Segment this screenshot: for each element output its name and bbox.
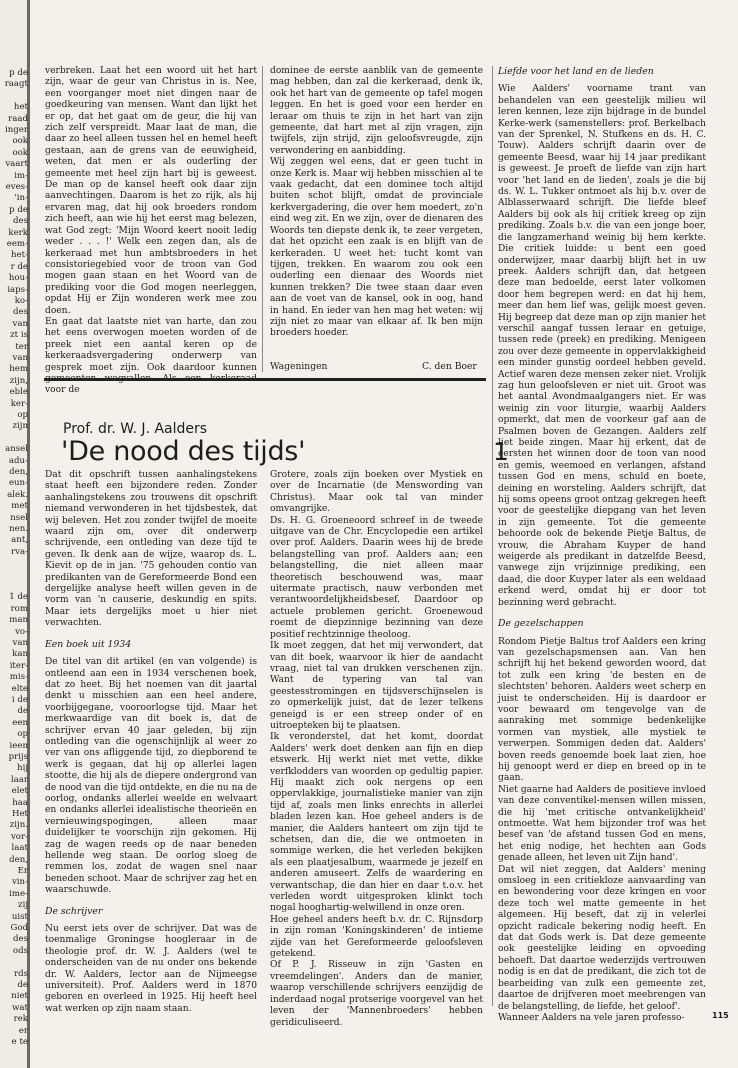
gutter-fragment: op	[17, 729, 28, 740]
right-column	[498, 66, 706, 1024]
lower-col1-para-2: De titel van dit artikel (en van volgende) is ontleend aan een in 1934 verschenen boek, dat zo heet. Bij het noemen van dit jaartal denkt u misschien aan een heel andere, voorbijgegane, vooroorlogse tijd. Maar het merkwaardige van dit boek is, dat de schrijver ervan 40 jaar geleden, bij zijn ontleding van die ogenschijnlijk al weer zo ver van ons afliggende tijd, zo diepborend te werk is gegaan, dat hij op allerlei lagen stootte, die hij als de diepere ondergrond van de nood van die tijd ontdekte, en die nu na de oorlog, ondanks allerlei weelde en welvaart en ondanks allerlei idealistische theorieën en vernieuwingspogingen, alleen maar duidelijker te voorschijn zijn gekomen. Hij zag de wagen reeds op de naar beneden hellende weg staan. De oorlog sloeg de remmen los, zodat de wagen snel naar beneden schoot. Maar de schrijver zag het en waarschuwde.	[45, 657, 257, 896]
gutter-fragment: rds	[13, 968, 28, 979]
magazine-page	[30, 0, 738, 1068]
gutter-fragment: rom	[10, 603, 28, 614]
subheading-boek: Een boek uit 1934	[45, 638, 132, 650]
gutter-fragment: zijn	[12, 421, 28, 432]
article-title: 'De nood des tijds'	[61, 436, 306, 467]
gutter-fragment: den,	[9, 854, 28, 865]
gutter-fragment: Het	[11, 809, 28, 819]
gutter-fragment: ods	[12, 945, 28, 956]
lower-col1-para-3: Nu eerst iets over de schrijver. Dat was de toenmalige Groningse hoogleraar in de theologie prof. dr. W. J. Aalders (wel te onderscheiden van de nu onder ons bekende dr. W. Aalders, lector aan de Nijmeegse universiteit). Prof. Aalders werd in 1870 geboren en overleed in 1925. Hij heeft heel wat werken op zijn naam staan.	[45, 924, 257, 1014]
lower-col1-intro: Dat dit opschrift tussen aanhalingstekens staat heeft een bijzondere reden. Zonder aanhalingstekens zou trouwens dit opschrift niemand verwonderen in het tijdsbestek, dat wij beleven. Het zou zonder twijfel de moeite waard zijn om, over dit onderwerp schrijvende, een ontleding van deze tijd te geven. Ik denk aan de wijze, waarop ds. L. Kievit op de in jan. '75 gehouden contio van predikanten van de Gereformeerde Bond een dergelijke analyse heeft willen geven in de vorm van 'n causerie, deskundig en spits. Maar iets dergelijks moet u hier niet verwachten.	[45, 470, 257, 629]
gutter-fragment: met	[11, 501, 28, 512]
gutter-fragment: rek	[13, 1014, 28, 1025]
gutter-fragment: het-	[11, 250, 28, 261]
gutter-fragment: Er	[17, 866, 28, 876]
article-author: Prof. dr. W. J. Aalders	[63, 421, 208, 437]
gutter-fragment: de	[17, 706, 28, 717]
gutter-fragment: zijn,	[9, 375, 28, 386]
right-col-para-2: Rondom Pietje Baltus trof Aalders een kring van gezelschapsmensen aan. Van hen schrijft hij het bekend geworden woord, dat tot zulk een kring 'de besten en de slechtsten' behoren. Aalders weet scherp en juist te onderscheiden. Hij is daardoor er voor bewaard om tengevolge van de aanraking met sommige bedenkelijke vormen van mystiek, alle mystiek te verwerpen. Sommigen deden dat. Aalders' boven reeds genoemde boek laat zien, hoe hij genoopt werd er diep en breed op in te gaan.	[498, 636, 706, 784]
subheading-gezelschappen: De gezelschappen	[498, 618, 584, 630]
subheading-schrijver: De schrijver	[45, 905, 103, 917]
gutter-fragment: vaart	[5, 159, 28, 170]
gutter-fragment: wat	[12, 1002, 28, 1013]
gutter-fragment: iaps-	[7, 284, 28, 295]
article-separator-thick	[44, 378, 486, 381]
gutter-fragment: p de	[9, 68, 28, 78]
gutter-fragment: p de	[9, 204, 28, 215]
signature-place: Wageningen	[270, 361, 328, 372]
gutter-fragment: e te	[11, 1037, 28, 1047]
gutter-fragment: van	[12, 353, 28, 363]
gutter-fragment: i de	[11, 695, 28, 705]
gutter-fragment: de	[17, 980, 28, 990]
gutter-fragment: iter-	[9, 660, 28, 671]
gutter-fragment: ansel	[5, 444, 28, 455]
gutter-fragment: ook	[12, 136, 28, 147]
lower-column-2	[270, 470, 483, 1029]
lower-col2-para-2: Ds. H. G. Groeneoord schreef in de tweede uitgave van de Chr. Encyclopedie een artikel over prof. Aalders. Daarin wees hij de brede belangstelling van prof. Aalders aan; een belangstelling, die niet alleen maar theoretisch beschouwend was, maar uitermate practisch, nauw verbonden met verantwoordelijkheidsbesef. Daardoor op actuele problemen gericht. Groenewoud roemt de diepzinnige bezinning van deze positief rechtzinnige theoloog.	[270, 515, 483, 640]
gutter-fragment: laat	[11, 843, 28, 854]
signature-author: C. den Boer	[422, 361, 477, 372]
gutter-fragment: laar	[10, 774, 28, 785]
gutter-fragment: des	[13, 307, 28, 318]
gutter-fragment: eves-	[5, 182, 28, 192]
lower-col2-para-5: Hoe geheel anders heeft b.v. dr. C. Rijnsdorp in zijn roman 'Koningskinderen' de intieme zijde van het Gereformeerde geloofsleven getekend.	[270, 914, 483, 960]
lower-col2-para-4: Ik veronderstel, dat het komt, doordat Aalders' werk doet denken aan fijn en diep etswerk. Hij werkt niet met vette, dikke verfklodders van woorden op gedultig papier. Hij maakt zich ook nergens op een oppervlakkige, journalistieke manier van zijn tijd af, zoals men links enrechts in allerlei bladen lezen kan. Hoe geheel anders is de manier, die Aalders hanteert om zijn tijd te schetsen, dan die, die we ontmoeten in sommige werken, die het verleden bekijken als een plaatjesalbum, waarmede je jezelf en anderen amuseert. Zelfs de waardering en verwantschap, die dan hier en daar t.o.v. het verleden wordt uitgesproken klinkt toch nogal hooghartig-welwillend in onze oren.	[270, 732, 483, 914]
gutter-fragment: im-	[14, 170, 28, 181]
gutter-fragment: adu-	[8, 455, 28, 466]
gutter-fragment: ker-	[10, 398, 28, 409]
gutter-fragment: ook	[12, 147, 28, 158]
lower-col2-para-3: Ik moet zeggen, dat het mij verwondert, dat van dit boek, waarvoor ik hier de aandacht vraag, niet tal van drukken verschenen zijn. Want de typering van tal van geestesstromingen en tijdsverschijnselen is zo opmerkelijk juist, dat de lezer telkens geneigd is er een streep onder of en uitroepteken bij te plaatsen.	[270, 641, 483, 731]
gutter-fragment: prijs	[8, 752, 28, 762]
gutter-fragment: eble	[9, 387, 28, 398]
gutter-fragment: ko-	[14, 296, 28, 306]
gutter-fragment: des	[13, 216, 28, 227]
gutter-fragment: mis-	[9, 672, 28, 683]
gutter-fragment: ime-	[9, 888, 28, 899]
lower-col2-para-1: Grotere, zoals zijn boeken over Mystiek en over de Incarnatie (de Menswording van Christus). Maar ook tal van minder omvangrijke.	[270, 470, 483, 515]
gutter-fragment: inger	[5, 125, 28, 135]
gutter-fragment: 'in-	[14, 193, 28, 204]
gutter-fragment: het	[13, 102, 28, 113]
gutter-fragment: r de	[10, 261, 28, 272]
upper-column-1	[45, 66, 257, 397]
upper-col2-para-2: Wij zeggen wel eens, dat er geen tucht in onze Kerk is. Maar wij hebben misschien al te vaak gedacht, dat een dominee toch altijd buiten schot blijft, omdat de provinciale kerkvergadering, die over hem moedert, zo'n eind weg zit. En we zijn, over de dienaren des Woords ten diepste denk ik, te zeer vergeten, dat het opzicht een zaak is en blijft van de kerkeraden. U weet het: tucht komt van tijgen, trekken. En waarom zou ook een ouderling een dienaar des Woords niet kunnen trekken? Die twee staan daar even aan de voet van de kansel, ook in oog, hand in hand. En ieder van hen mag het weten: wij zijn niet zo maar van elkaar af. Ik ben mijn broeders hoeder.	[270, 157, 483, 339]
gutter-fragment: vin-	[11, 877, 28, 888]
gutter-fragment: ieen	[9, 740, 28, 751]
column-divider-2	[492, 66, 493, 1006]
gutter-fragment: God	[10, 923, 28, 933]
upper-col1-para-2: En gaat dat laatste niet van harte, dan zou het eens overwogen moeten worden of de preek niet een aantal keren op de kerkeraadsvergadering onderwerp van gesprek moet zijn. Ook daardoor kunnen voor de	[45, 316, 257, 396]
gutter-fragment: kan	[12, 649, 28, 660]
gutter-fragment: ter	[15, 341, 28, 352]
gutter-fragment: 1 de	[9, 592, 28, 603]
right-col-para-1: Wie Aalders' voorname trant van behandelen van een geestelijk milieu wil leren kennen, leze zijn bijdrage in de bundel Kerke-werk (samenstellers: prof. Berkelbach van der Sprenkel, N. Stufkens en ds. H. C. Touw). Aalders schrijft daarin over de gemeente Beesd, waar hij 14 jaar predikant is geweest. Je proeft de liefde van zijn hart voor 'het land en de lieden', zoals je die bij ds. W. L. Tukker ontmoet als hij b.v. over de Alblasserwaard schrijft. Die liefde bleef Aalders bij ook als hij critiek kreeg op zijn prediking. Zoals b.v. die van een jonge boer, die langzamerhand weinig bij hem kerkte. Die critiek luidde: u bent een goed onderwijzer, maar daarbij blijft het in uw preek. Aalders schrijft dan, dat hetgeen deze man bedoelde, eerst later volkomen door hem begrepen werd: en dat hij hem, meer dan hem lief was, gelijk moest geven. Hij begreep dat deze man op zijn manier het verschil aangaf tussen leraar en getuige, tussen rede (preek) en prediking. Menigeen zou over deze gemeente in oppervlakkigheid een minder gunstig oordeel hebben geveld. Actief waren deze mensen zeker niet. Vrolijk zag hun geloofsleven er niet uit. Groot was het aantal Avondmaalgangers niet. Er was weinig zin voor liturgie, waarbij Aalders opmerkt, dat men de voorkeur gaf aan de Psalmen boven de Gezangen. Aalders zelf liet beide zingen. Maar hij erkent, dat de eersten het winnen door de toon van nood en gemis, weemoed en verlangen, afstand tussen God en mens, schuld en boete, deining en worsteling. Aalders schrijft, dat hij soms opeens groot ontzag gekregen heeft voor de geestelijke diepgang van het leven in zijn gemeente. Tot die gemeente behoorde ook de bekende Pietje Baltus, de vrouw, die Abraham Kuyper de hand weigerde als predikant in datzelfde Beesd, vanwege zijn vrijzinnige prediking, een daad, die door Kuyper later als een weldaad erkend werd, omdat hij er door tot bezinning werd gebracht.	[498, 84, 706, 608]
article-part-number: 1	[493, 437, 509, 466]
gutter-fragment: zt is	[10, 330, 28, 341]
upper-col1-para-1: verbreken. Laat het een woord uit het hart zijn, waar de geur van Christus in is. Nee, een voorganger moet niet dingen naar de goedkeuring van mensen. Want dan lijkt het er op, dat het gaat om de geur, die hij van zich zelf verspreidt. Maar laat de man, die daar zo heel alleen tussen hel en hemel heeft gestaan, aan de grens van de eeuwigheid, weten, dat men er als ouderling der gemeente met heel zijn hart bij is geweest. De man op de kansel heeft ook daar zijn aanvechtingen. Daarom is het zo rijk, als hij ervaren mag, dat hij ook broeders rondom zich heeft, aan wie hij het eerst mag belezen, wat God zegt: 'Mijn Woord keert nooit ledig weder . . . !' Welk een zegen dan, als de kerkeraad met hun ambtsbroeders in het consistoriegebied voor de troon van God mogen gaan staan en het Woord van de prediking voor die God mogen neerleggen, opdat Hij er Zijn wonderen werk mee zou doen.	[45, 66, 257, 316]
upper-column-2	[270, 66, 483, 340]
gutter-fragment: er	[18, 1025, 28, 1036]
column-divider-1	[262, 66, 263, 372]
gutter-fragment: vo-	[15, 626, 28, 637]
lower-column-1	[45, 470, 257, 1015]
gutter-fragment: zijn.	[9, 820, 28, 831]
gutter-fragment: nsel	[10, 512, 28, 523]
gutter-fragment: hij	[17, 763, 28, 774]
gutter-fragment: hou-	[8, 273, 28, 284]
gutter-fragment: op	[17, 410, 28, 420]
gutter-fragment: elte	[11, 683, 28, 694]
gutter-fragment: een	[12, 717, 28, 728]
gutter-fragment: raad	[8, 113, 28, 124]
gutter-fragment: rva-	[11, 546, 28, 557]
gutter-fragment: alek.	[7, 489, 28, 500]
gutter-fragment: eem-	[6, 239, 28, 249]
gutter-fragment: haa	[12, 797, 28, 808]
gutter-fragment: vor-	[10, 831, 28, 842]
previous-page-gutter	[0, 0, 30, 1068]
gutter-fragment: nen.	[9, 524, 28, 534]
gutter-fragment: zij	[18, 900, 28, 911]
upper-col2-para-1: dominee de eerste aanblik van de gemeente mag hebben, dan zal die kerkeraad, denk ik, ook het hart van de gemeente op tafel mogen leggen. En het is goed voor een herder en leraar om thuis te zijn in het hart van zijn gemeente, dat hart met al zijn vragen, zijn twijfels, zijn strijd, zijn geloofsvreugde, zijn verwondering en aanbidding.	[270, 66, 483, 156]
gutter-fragment: uist	[11, 911, 28, 922]
gutter-fragment: hem	[9, 364, 28, 375]
subheading-liefde: Liefde voor het land en de lieden	[498, 66, 654, 77]
gutter-fragment: man	[9, 615, 28, 626]
gutter-fragment: eun-	[8, 478, 28, 489]
gutter-fragment: van	[12, 318, 28, 329]
gutter-fragment: niet	[11, 991, 28, 1002]
gutter-fragment: elet	[11, 786, 28, 797]
right-col-para-4: Dat wil niet zeggen, dat Aalders' mening omsloeg in een critiekloze aanvaarding van en bewondering voor deze kringen en voor deze toch wel matte gemeente in het algemeen. Hij beseft, dat zij in velerlei opzicht radicale bekering nodig heeft. En dat dat Gods werk is. Dat deze gemeente ook geestelijke leiding en opvoeding behoeft. Dat daartoe wederzijds vertrouwen nodig is en dat de predikant, die zich tot de bearbeiding van zulk een gemeente zet, daartoe de drijfveren moet meebrengen van de belangstelling, de liefde, het geloof'.	[498, 864, 706, 1012]
gutter-fragment: raagt	[4, 79, 28, 90]
gutter-fragment: ant,	[11, 535, 28, 546]
right-col-para-3: Niet gaarne had Aalders de positieve invloed van deze conventikel-mensen willen missen, die hij 'met critische ontvankelijkheid' ontmoette. Wat hem bijzonder trof was het besef van 'de afstand tussen God en mens, het enig nodige, het hechten aan Gods genade alleen, het leven uit Zijn hand'.	[498, 784, 706, 864]
gutter-fragment: kerk	[8, 227, 28, 238]
gutter-fragment: den,	[9, 467, 28, 477]
gutter-fragment: van	[12, 638, 28, 648]
lower-col2-para-6: Of P. J. Risseuw in zijn 'Gasten en vreemdelingen'. Anders dan de manier, waarop verschillende schrijvers eenzijdig de inderdaad nogal protserige voorgevel van het leven der 'Mannenbroeders' hebben geridiculiseerd.	[270, 960, 483, 1028]
gutter-fragment: des	[13, 934, 28, 945]
right-col-para-5: Wanneer Aalders na vele jaren professo-	[498, 1012, 685, 1023]
page-number: 115	[712, 1011, 729, 1020]
